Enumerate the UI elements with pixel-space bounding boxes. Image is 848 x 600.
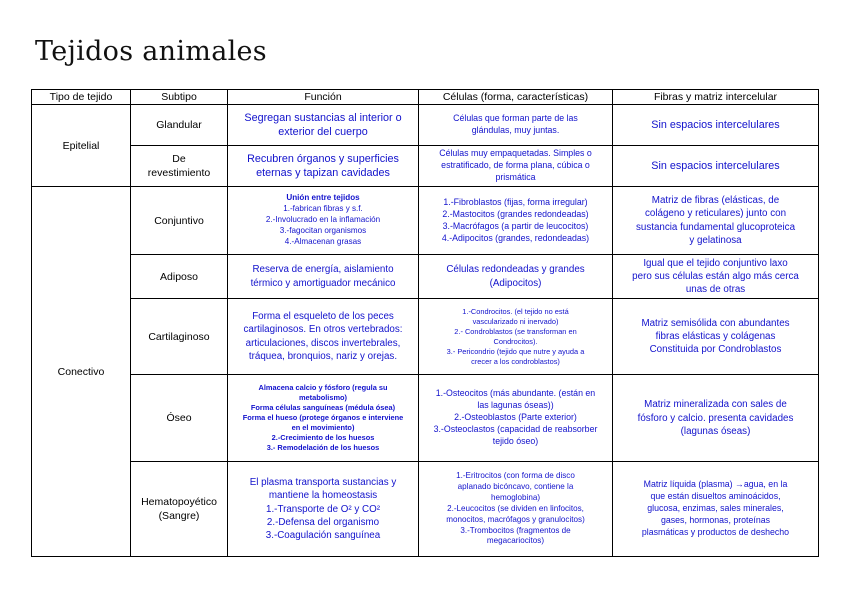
- table-row: [32, 105, 819, 146]
- table-row: [32, 255, 819, 299]
- header-celulas: Células (forma, características): [419, 90, 613, 105]
- subtipo-adiposo: Adiposo: [131, 255, 228, 299]
- fibras-hematopoyetico: Matriz líquida (plasma) →agua, en la que están disueltos aminoácidos, glucosa, enzimas, sales minerales, gases, hormonas, proteínas plasmáticas y productos de deshecho: [613, 462, 819, 557]
- subtipo-conjuntivo: Conjuntivo: [131, 187, 228, 255]
- table-row: [32, 187, 819, 255]
- fibras-revestimiento: Sin espacios intercelulares: [613, 146, 819, 187]
- funcion-oseo: Almacena calcio y fósforo (regula su metabolismo) Forma células sanguíneas (médula ósea) Forma el hueso (protege órganos e interviene en el movimiento) 2.-Crecimiento de los huesos 3.- Remodelación de los huesos: [228, 375, 419, 462]
- celulas-cartilaginoso: 1.-Condrocitos. (el tejido no está vascularizado ni inervado) 2.- Condroblastos (se transforman en Condrocitos). 3.- Pericondrio (tejido que nutre y ayuda a crecer a los condroblastos): [419, 299, 613, 375]
- celulas-hematopoyetico: 1.-Eritrocitos (con forma de disco aplanado bicóncavo, contiene la hemoglobina) 2.-Leucocitos (se dividen en linfocitos, monocitos, macrófagos y granulocitos) 3.-Trombocitos (fragmentos de megacariocitos): [419, 462, 613, 557]
- page-title: Tejidos animales: [35, 36, 267, 67]
- subtipo-glandular: Glandular: [131, 105, 228, 146]
- celulas-oseo: 1.-Osteocitos (más abundante. (están en las lagunas óseas)) 2.-Osteoblastos (Parte exterior) 3.-Osteoclastos (capacidad de reabsorber tejido óseo): [419, 375, 613, 462]
- funcion-hematopoyetico: El plasma transporta sustancias y mantiene la homeostasis 1.-Transporte de O² y CO² 2.-Defensa del organismo 3.-Coagulación sanguínea: [228, 462, 419, 557]
- subtipo-hematopoyetico: Hematopoyético (Sangre): [131, 462, 228, 557]
- fibras-glandular: Sin espacios intercelulares: [613, 105, 819, 146]
- subtipo-oseo: Óseo: [131, 375, 228, 462]
- funcion-glandular: Segregan sustancias al interior o exterior del cuerpo: [228, 105, 419, 146]
- table-row: [32, 299, 819, 375]
- header-subtipo: Subtipo: [131, 90, 228, 105]
- header-fibras: Fibras y matriz intercelular: [613, 90, 819, 105]
- funcion-cartilaginoso: Forma el esqueleto de los peces cartilaginosos. En otros vertebrados: articulaciones, discos invertebrales, tráquea, bronquios, nariz y orejas.: [228, 299, 419, 375]
- celulas-conjuntivo: 1.-Fibroblastos (fijas, forma irregular) 2.-Mastocitos (grandes redondeadas) 3.-Macrófagos (a partir de leucocitos) 4.-Adipocitos (grandes, redondeadas): [419, 187, 613, 255]
- celulas-glandular: Células que forman parte de las glándulas, muy juntas.: [419, 105, 613, 146]
- funcion-adiposo: Reserva de energía, aislamiento térmico y amortiguador mecánico: [228, 255, 419, 299]
- funcion-revestimiento: Recubren órganos y superficies eternas y tapizan cavidades: [228, 146, 419, 187]
- fibras-oseo: Matriz mineralizada con sales de fósforo y calcio. presenta cavidades (lagunas óseas): [613, 375, 819, 462]
- tissue-table: [31, 89, 819, 557]
- table-row: [32, 375, 819, 462]
- header-row: [32, 90, 819, 105]
- subtipo-revestimiento: De revestimiento: [131, 146, 228, 187]
- subtipo-cartilaginoso: Cartilaginoso: [131, 299, 228, 375]
- header-tipo: Tipo de tejido: [32, 90, 131, 105]
- tipo-conectivo: Conectivo: [32, 187, 131, 557]
- table-row: [32, 462, 819, 557]
- table-row: [32, 146, 819, 187]
- tipo-epitelial: Epitelial: [32, 105, 131, 187]
- celulas-adiposo: Células redondeadas y grandes (Adipocitos): [419, 255, 613, 299]
- fibras-adiposo: Igual que el tejido conjuntivo laxo pero sus células están algo más cerca unas de otras: [613, 255, 819, 299]
- funcion-conjuntivo: Unión entre tejidos 1.-fabrican fibras y s.f. 2.-Involucrado en la inflamación 3.-fagocitan organismos 4.-Almacenan grasas: [228, 187, 419, 255]
- celulas-revestimiento: Células muy empaquetadas. Simples o estratificado, de forma plana, cúbica o prismática: [419, 146, 613, 187]
- header-funcion: Función: [228, 90, 419, 105]
- fibras-cartilaginoso: Matriz semisólida con abundantes fibras elásticas y colágenas Constituida por Condroblastos: [613, 299, 819, 375]
- fibras-conjuntivo: Matriz de fibras (elásticas, de colágeno y reticulares) junto con sustancia fundamental glucoproteica y gelatinosa: [613, 187, 819, 255]
